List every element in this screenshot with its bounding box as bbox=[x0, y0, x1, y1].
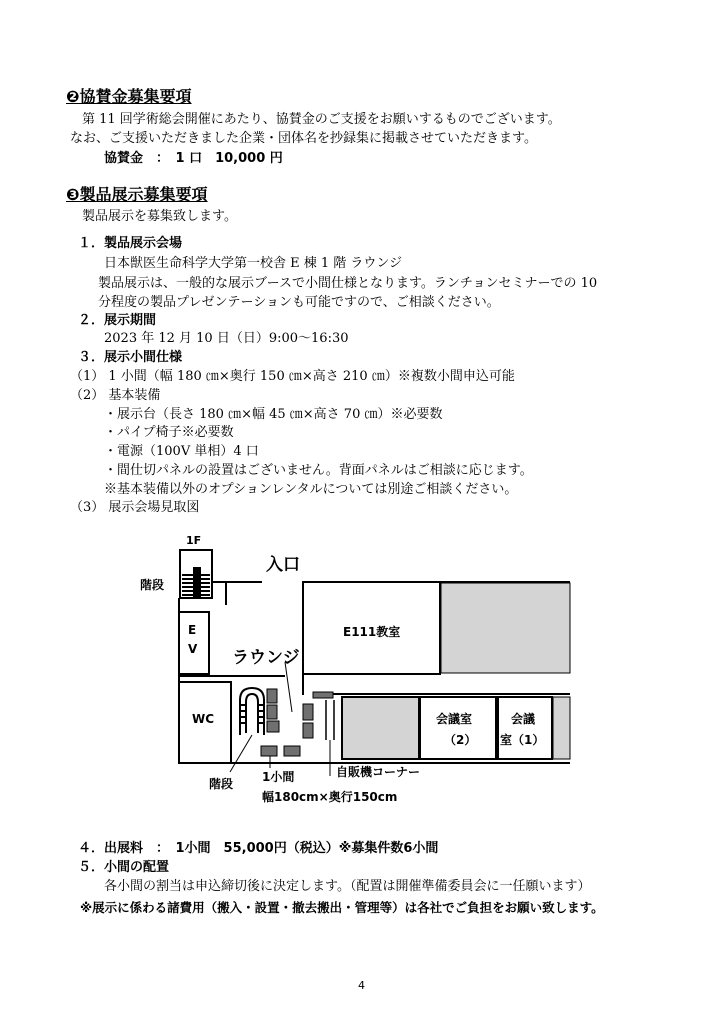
equip4: ・間仕切パネルの設置はございません。背面パネルはご相談に応じます。 bbox=[104, 463, 533, 478]
floor-label: 1F bbox=[186, 534, 202, 547]
stairs-leader bbox=[230, 735, 252, 772]
classroom-label: E111教室 bbox=[343, 625, 401, 639]
section3-intro: 製品展示を募集致します。 bbox=[82, 209, 237, 224]
item1-desc2: 分程度の製品プレゼンテーションも可能ですので、ご相談ください。 bbox=[98, 295, 500, 310]
sponsor-fee: 協賛金 ： 1 口 10,000 円 bbox=[104, 151, 283, 166]
lounge-leader bbox=[285, 662, 292, 712]
stairs-bottom-label: 階段 bbox=[209, 777, 234, 791]
equip2: ・パイプ椅子※必要数 bbox=[104, 425, 234, 440]
spec2: （2） 基本装備 bbox=[70, 388, 161, 403]
meeting-room-2-box bbox=[420, 697, 496, 759]
equip1: ・展示台（長さ 180 ㎝×幅 45 ㎝×高さ 70 ㎝）※必要数 bbox=[104, 407, 443, 422]
ev-label-2: V bbox=[188, 642, 198, 656]
meeting1-label-a: 会議 bbox=[511, 712, 536, 726]
ev-label-1: E bbox=[188, 623, 197, 637]
booth-size-label: 幅180cm×奥行150cm bbox=[262, 790, 398, 804]
vending-machine bbox=[313, 692, 333, 698]
booth-1 bbox=[267, 689, 277, 703]
meeting1-label-b: 室（1） bbox=[500, 733, 545, 747]
section2-line2: なお、ご支援いただきました企業・団体名を抄録集に掲載させていただきます。 bbox=[70, 131, 537, 146]
stairs-top-hatch bbox=[182, 568, 210, 596]
booth-4 bbox=[303, 704, 313, 720]
page-number: 4 bbox=[358, 979, 365, 992]
wc-label: WC bbox=[192, 712, 215, 726]
meeting2-label-a: 会議室 bbox=[436, 712, 473, 726]
booth-label: 1小間 bbox=[262, 770, 295, 784]
stairs-top-label: 階段 bbox=[140, 578, 165, 592]
item1-title: １．製品展示会場 bbox=[78, 236, 183, 251]
entrance-label: 入口 bbox=[266, 555, 300, 575]
booth-3 bbox=[267, 721, 279, 732]
equip-note: ※基本装備以外のオプションレンタルについては別途ご相談ください。 bbox=[104, 482, 518, 497]
item3-title: ３．展示小間仕様 bbox=[78, 350, 183, 365]
meeting-room-1-box bbox=[498, 697, 552, 759]
vending-label: 自販機コーナー bbox=[336, 765, 421, 779]
item2-title: ２．展示期間 bbox=[78, 313, 157, 328]
final-note: ※展示に係わる諸費用（搬入・設置・撤去搬出・管理等）は各社でご負担をお願い致します。 bbox=[80, 900, 604, 915]
section3-heading: ❸製品展示募集要項 bbox=[66, 185, 208, 204]
equip3: ・電源（100V 単相）4 口 bbox=[104, 444, 259, 459]
section2-heading: ❷協賛金募集要項 bbox=[66, 87, 192, 106]
item4-fee: ４．出展料 ： 1小間 55,000円（税込）※募集件数6小間 bbox=[78, 841, 439, 856]
spec3: （3） 展示会場見取図 bbox=[70, 500, 200, 515]
spec1: （1） 1 小間（幅 180 ㎝×奥行 150 ㎝×高さ 210 ㎝）※複数小間申込可能 bbox=[70, 369, 515, 384]
booth-5 bbox=[303, 723, 313, 738]
booth-6 bbox=[261, 746, 277, 756]
grey-area-right bbox=[441, 583, 570, 673]
item2-date: 2023 年 12 月 10 日（日）9:00～16:30 bbox=[104, 331, 349, 346]
booth-7 bbox=[284, 746, 300, 756]
item1-venue: 日本獣医生命科学大学第一校舎 E 棟 1 階 ラウンジ bbox=[104, 256, 403, 271]
item1-desc1: 製品展示は、一般的な展示ブースで小間仕様となります。ランチョンセミナーでの 10 bbox=[98, 276, 598, 291]
item5-title: ５．小間の配置 bbox=[78, 860, 170, 875]
meeting2-label-b: （2） bbox=[444, 733, 477, 747]
section2-line1: 第 11 回学術総会開催にあたり、協賛金のご支援をお願いするものでございます。 bbox=[82, 112, 561, 127]
lounge-label: ラウンジ bbox=[232, 648, 300, 668]
grey-area-edge bbox=[553, 697, 570, 759]
booth-2 bbox=[267, 705, 277, 719]
item5-desc: 各小間の割当は申込締切後に決定します。（配置は開催準備委員会に一任願います） bbox=[104, 879, 591, 894]
grey-area-mid bbox=[343, 698, 418, 758]
